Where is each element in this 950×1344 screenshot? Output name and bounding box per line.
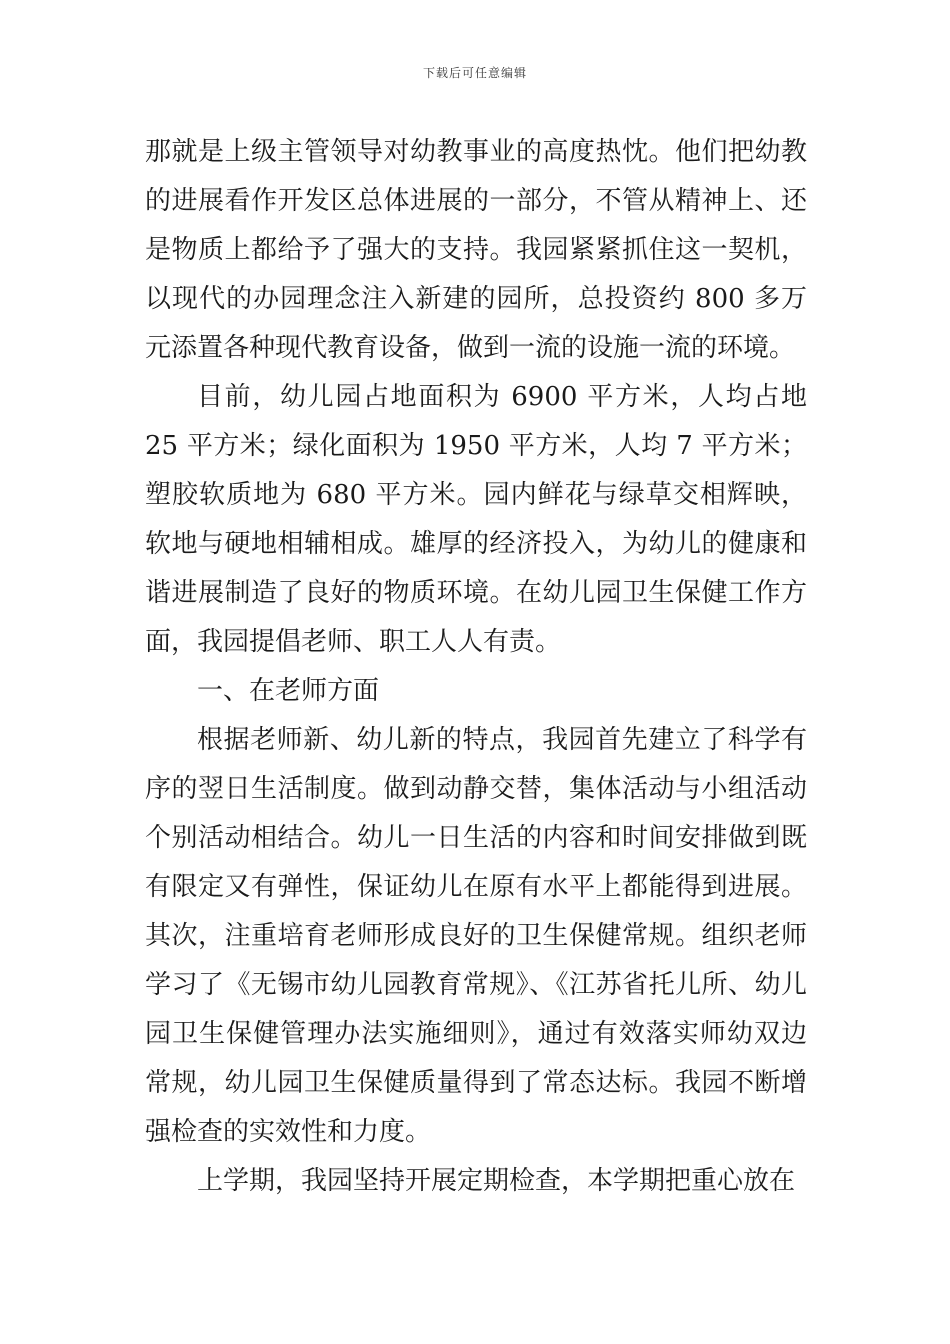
paragraph-4: 上学期，我园坚持开展定期检查，本学期把重心放在 [197, 1166, 796, 1196]
paragraph-3: 根据老师新、幼儿新的特点，我园首先建立了科学有序的翌日生活制度。做到动静交替，集体活动与小组活动个别活动相结合。幼儿一日生活的内容和时间安排做到既有限定又有弹性，保证幼儿在原有水平上都能得到进展。其次，注重培育老师形成良好的卫生保健常规。组织老师学习了《无锡市幼儿园教育常规》、《江苏省托儿所、幼儿园卫生保健管理办法实施细则》，通过有效落实师幼双边常规，幼儿园卫生保健质量得到了常态达标。我园不断增强检查的实效性和力度。 [145, 725, 807, 1147]
document-body [145, 128, 807, 1206]
paragraph-1: 那就是上级主管领导对幼教事业的高度热忱。他们把幼教的进展看作开发区总体进展的一部分，不管从精神上、还是物质上都给予了强大的支持。我园紧紧抓住这一契机，以现代的办园理念注入新建的园所，总投资约 800 多万元添置各种现代教育设备，做到一流的设施一流的环境。 [145, 137, 807, 363]
paragraph-2: 目前，幼儿园占地面积为 6900 平方米，人均占地 25 平方米；绿化面积为 1950 平方米，人均 7 平方米；塑胶软质地为 680 平方米。园内鲜花与绿草交相辉映，软地与硬地相辅相成。雄厚的经济投入，为幼儿的健康和谐进展制造了良好的物质环境。在幼儿园卫生保健工作方面，我园提倡老师、职工人人有责。 [145, 382, 807, 657]
page-header: 下载后可任意编辑 [422, 66, 527, 80]
section-heading: 一、在老师方面 [197, 676, 380, 706]
